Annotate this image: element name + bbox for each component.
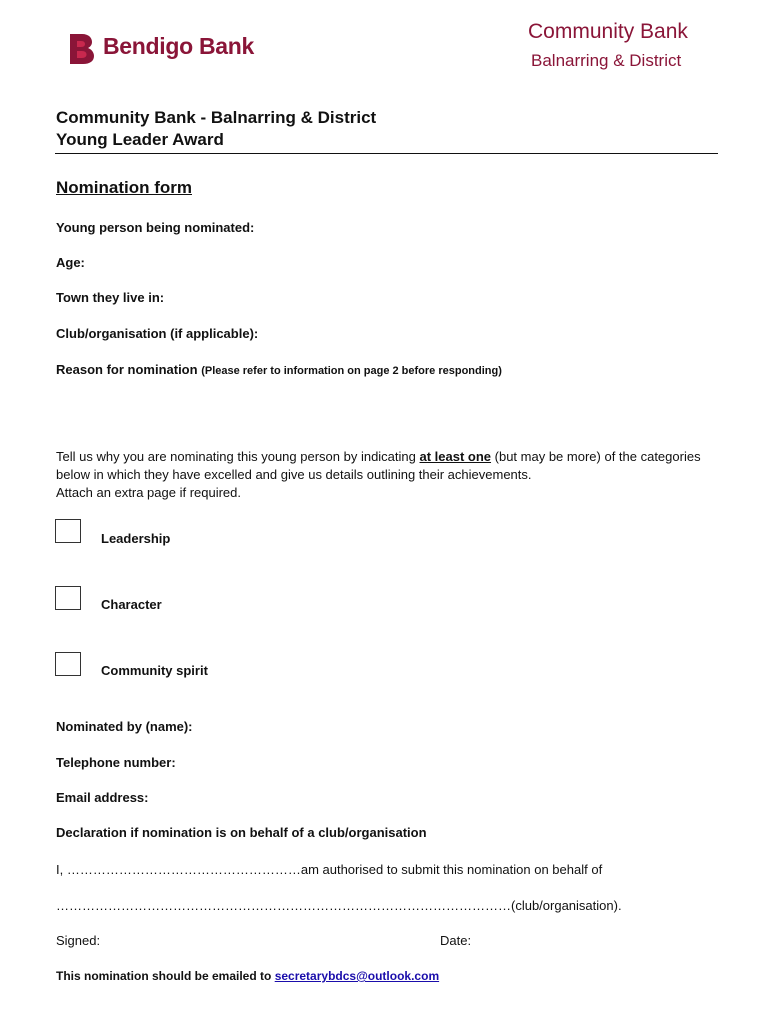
declaration-line-2: ……………………………………………………………………………………………(club/organisation). xyxy=(56,898,622,913)
community-spirit-label: Community spirit xyxy=(101,663,208,678)
reason-label-text: Reason for nomination xyxy=(56,362,198,377)
leadership-checkbox[interactable] xyxy=(55,519,81,543)
age-label: Age: xyxy=(56,255,85,270)
instructions-paragraph xyxy=(56,448,706,502)
bendigo-bank-logo-icon xyxy=(68,34,94,64)
nominee-label: Young person being nominated: xyxy=(56,220,255,235)
email-label: Email address: xyxy=(56,790,149,805)
submission-instruction xyxy=(56,969,439,983)
town-label: Town they live in: xyxy=(56,290,165,305)
instructions-text-2: (but may be more) of the categories below in which they have excelled and give us details outlining their achievements. xyxy=(56,449,701,482)
instructions-emphasis: at least one xyxy=(419,449,492,464)
date-label: Date: xyxy=(440,933,472,948)
document-title: Community Bank - Balnarring & District xyxy=(56,108,377,127)
reason-note: (Please refer to information on page 2 before responding) xyxy=(201,365,502,377)
nominator-name-label: Nominated by (name): xyxy=(56,719,193,734)
bendigo-bank-wordmark: Bendigo Bank xyxy=(103,33,255,59)
leadership-label: Leadership xyxy=(101,531,171,546)
reason-label xyxy=(56,362,502,377)
community-bank-title: Community Bank xyxy=(528,20,688,43)
instructions-text-1: Tell us why you are nominating this young person by indicating xyxy=(56,449,420,464)
title-divider xyxy=(55,153,718,154)
telephone-label: Telephone number: xyxy=(56,755,176,770)
character-label: Character xyxy=(101,597,162,612)
signed-label: Signed: xyxy=(56,933,101,948)
award-name: Young Leader Award xyxy=(56,130,224,149)
declaration-line-1: I, ………………………………………………am authorised to submit this nomination on behalf of xyxy=(56,862,603,877)
submission-text: This nomination should be emailed to xyxy=(56,969,275,983)
secretary-email-link[interactable]: secretarybdcs@outlook.com xyxy=(274,969,440,983)
character-checkbox[interactable] xyxy=(55,586,81,610)
community-spirit-checkbox[interactable] xyxy=(55,652,81,676)
instructions-text-3: Attach an extra page if required. xyxy=(56,485,242,500)
form-heading: Nomination form xyxy=(56,178,192,197)
club-label: Club/organisation (if applicable): xyxy=(56,326,259,341)
community-bank-branch: Balnarring & District xyxy=(531,51,682,70)
declaration-heading: Declaration if nomination is on behalf of a club/organisation xyxy=(56,825,427,840)
